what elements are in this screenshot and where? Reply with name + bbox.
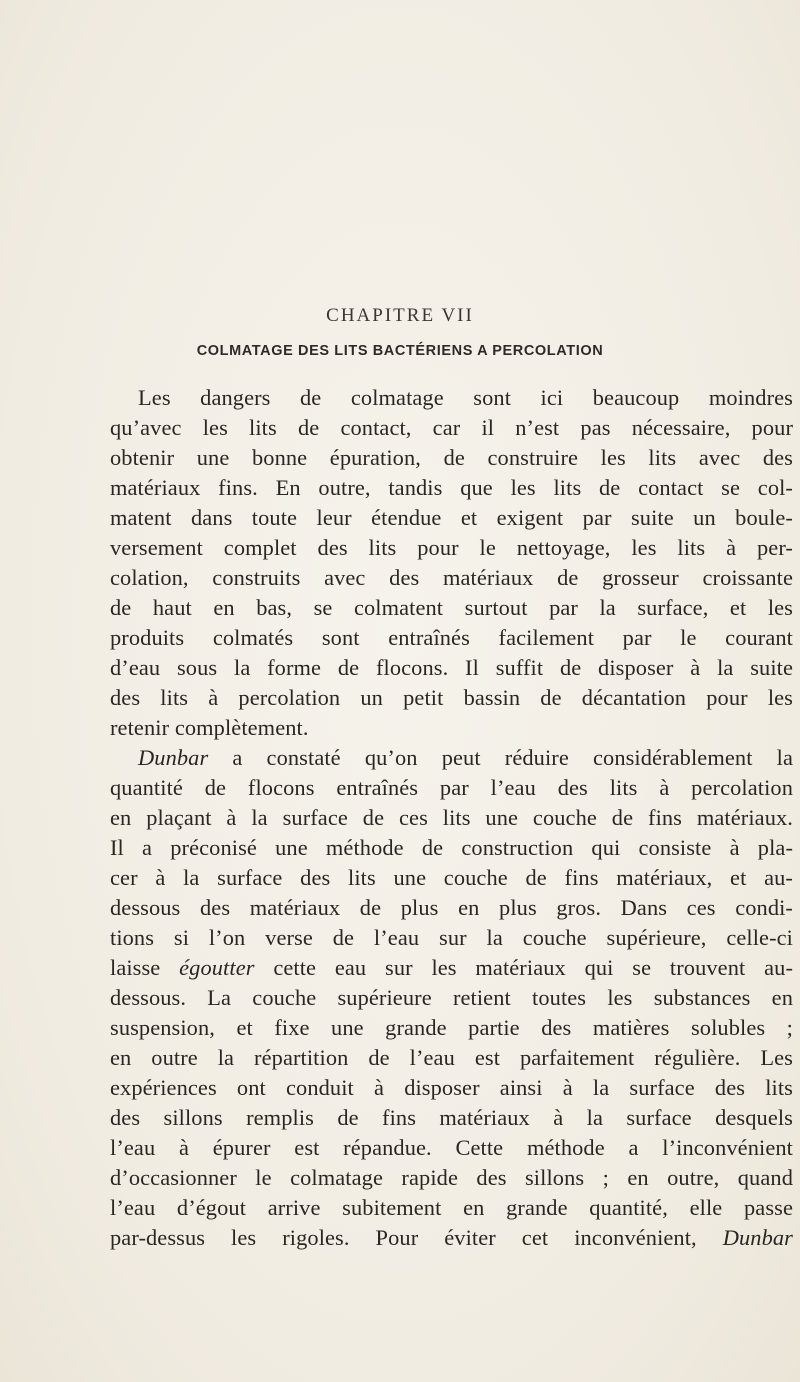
author-name: Dunbar — [722, 1225, 793, 1250]
chapter-heading: CHAPITRE VII — [326, 305, 474, 326]
chapter-title: COLMATAGE DES LITS BACTÉRIENS A PERCOLATION — [196, 343, 604, 359]
text-line: l’eau d’égout arrive subitement en grande quantité, elle passe — [110, 1195, 793, 1220]
text-line: colation, construits avec des matériaux de grosseur croissante — [110, 565, 793, 590]
text-line: obtenir une bonne épuration, de construire les lits avec des — [110, 445, 793, 470]
text-line: retenir complètement. — [110, 715, 309, 740]
text-line: Dunbar a constaté qu’on peut réduire considérablement la — [138, 745, 793, 770]
text-line: par-dessus les rigoles. Pour éviter cet inconvénient, Dunbar — [110, 1225, 793, 1250]
text-line: de haut en bas, se colmatent surtout par la surface, et les — [110, 595, 793, 620]
text-line: qu’avec les lits de contact, car il n’est pas nécessaire, pour — [110, 415, 793, 440]
text-line: cer à la surface des lits une couche de fins matériaux, et au- — [110, 865, 793, 890]
text-line: matériaux fins. En outre, tandis que les lits de contact se col- — [110, 475, 793, 500]
text-line: d’eau sous la forme de flocons. Il suffit de disposer à la suite — [110, 655, 793, 680]
text-line: suspension, et fixe une grande partie des matières solubles ; — [110, 1015, 793, 1040]
author-name: Dunbar — [138, 745, 209, 770]
text-line: produits colmatés sont entraînés facilement par le courant — [110, 625, 793, 650]
text-line: quantité de flocons entraînés par l’eau des lits à percolation — [110, 775, 793, 800]
emphasis-word: égoutter — [179, 955, 255, 980]
text-line: des sillons remplis de fins matériaux à la surface desquels — [110, 1105, 793, 1130]
text-line: laisse égoutter cette eau sur les matériaux qui se trouvent au- — [110, 955, 793, 980]
text-line: expériences ont conduit à disposer ainsi à la surface des lits — [110, 1075, 793, 1100]
text-line: des lits à percolation un petit bassin de décantation pour les — [110, 685, 793, 710]
text-line: Il a préconisé une méthode de construction qui consiste à pla- — [110, 835, 793, 860]
text-line: l’eau à épurer est répandue. Cette méthode a l’inconvénient — [110, 1135, 793, 1160]
text-line: en outre la répartition de l’eau est parfaitement régulière. Les — [110, 1045, 793, 1070]
text-line: dessous. La couche supérieure retient toutes les substances en — [110, 985, 793, 1010]
text-line: tions si l’on verse de l’eau sur la couche supérieure, celle-ci — [110, 925, 793, 950]
text-line: d’occasionner le colmatage rapide des sillons ; en outre, quand — [110, 1165, 793, 1190]
text-line: matent dans toute leur étendue et exigent par suite un boule- — [110, 505, 793, 530]
text-line: dessous des matériaux de plus en plus gros. Dans ces condi- — [110, 895, 793, 920]
text-line: Les dangers de colmatage sont ici beaucoup moindres — [138, 385, 793, 410]
text-line: versement complet des lits pour le nettoyage, les lits à per- — [110, 535, 793, 560]
text-line: en plaçant à la surface de ces lits une couche de fins matériaux. — [110, 805, 793, 830]
